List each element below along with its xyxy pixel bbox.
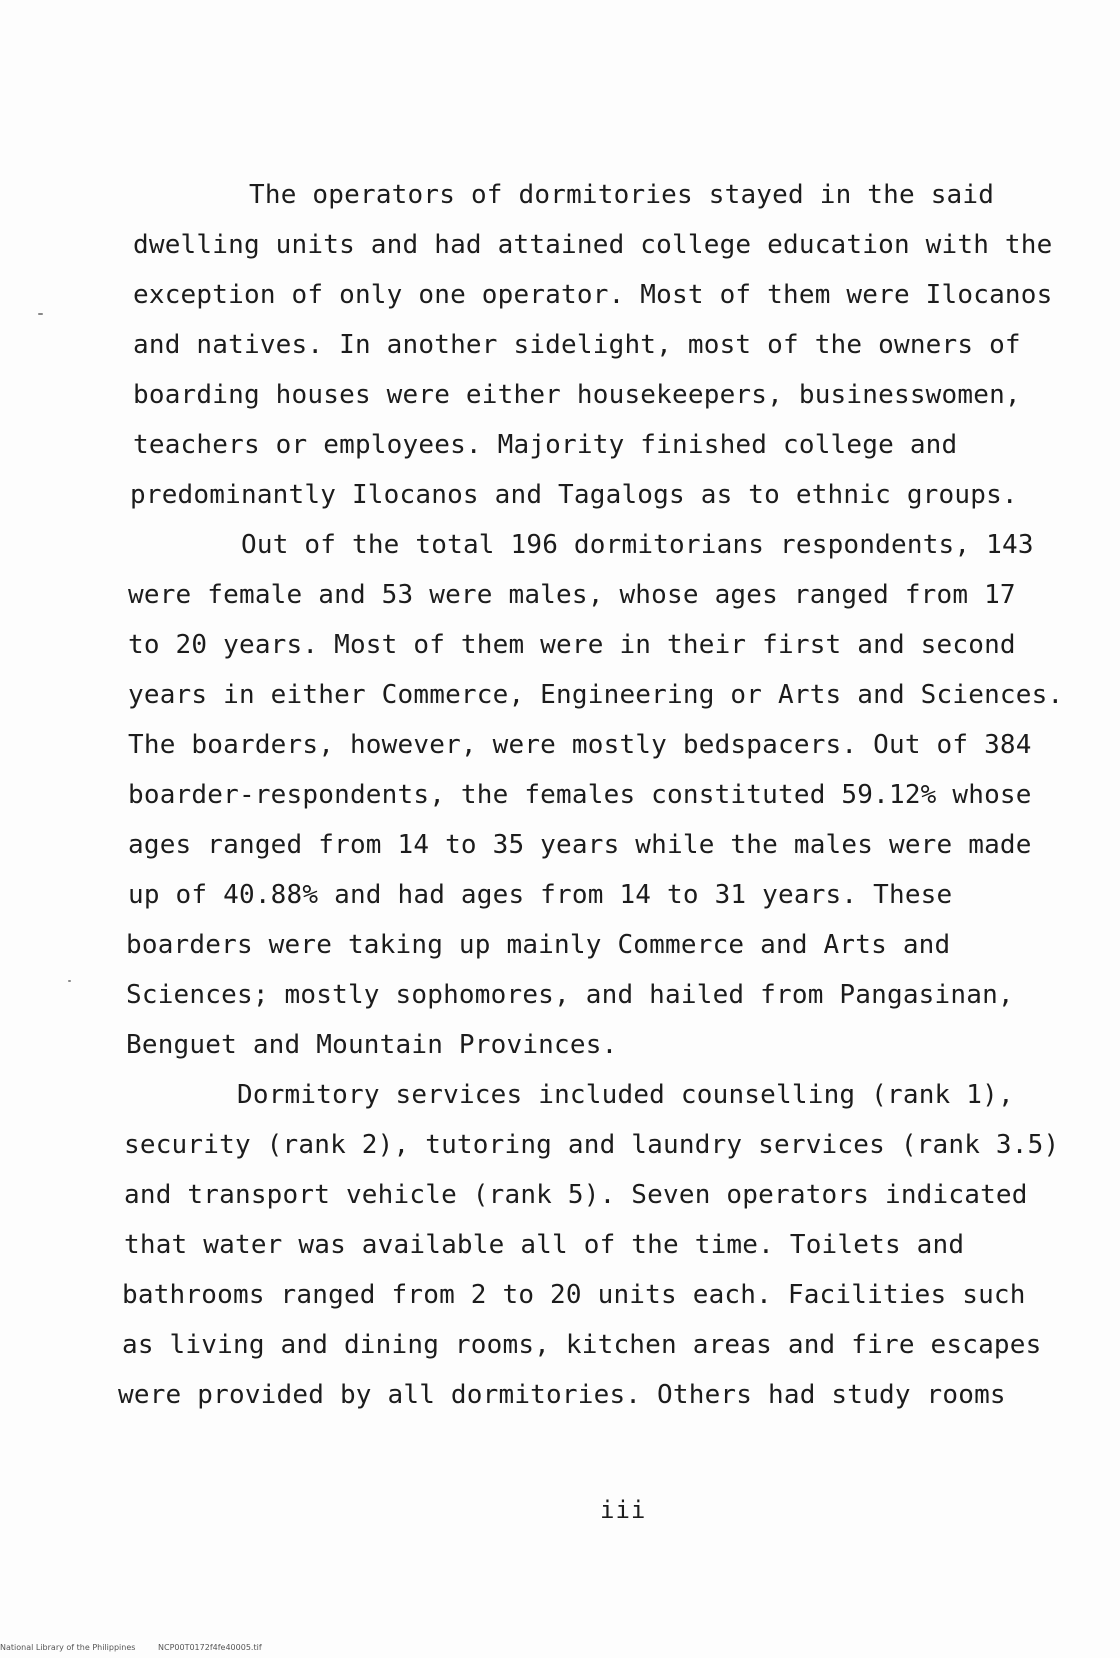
paragraph-2-line-4: years in either Commerce, Engineering or Arts and Sciences. [128,680,1064,710]
paragraph-2-line-3: to 20 years. Most of them were in their first and second [128,630,1016,660]
paragraph-1-line-5: boarding houses were either housekeepers, businesswomen, [133,380,1021,410]
paragraph-3-line-2: security (rank 2), tutoring and laundry services (rank 3.5) [124,1130,1060,1160]
paragraph-3-line-4: that water was available all of the time. Toilets and [124,1230,965,1260]
paragraph-2-line-6: boarder-respondents, the females constituted 59.12% whose [128,780,1032,810]
paragraph-3-line-7: were provided by all dormitories. Others had study rooms [118,1380,1006,1410]
footer-document-id: NCP00T0172f4fe40005.tif [158,1643,262,1652]
paragraph-1-line-4: and natives. In another sidelight, most of the owners of [133,330,1021,360]
paragraph-3-line-3: and transport vehicle (rank 5). Seven operators indicated [124,1180,1028,1210]
page-number: iii [600,1496,647,1524]
paragraph-1-line-2: dwelling units and had attained college education with the [133,230,1053,260]
paragraph-2-line-10: Sciences; mostly sophomores, and hailed from Pangasinan, [126,980,1014,1010]
paragraph-1-line-7: predominantly Ilocanos and Tagalogs as to ethnic groups. [130,480,1018,510]
paragraph-3-line-1: Dormitory services included counselling (rank 1), [237,1080,1014,1110]
footer-library-stamp: National Library of the Philippines [0,1643,136,1652]
paragraph-2-line-8: up of 40.88% and had ages from 14 to 31 years. These [128,880,953,910]
paragraph-2-line-9: boarders were taking up mainly Commerce and Arts and [126,930,951,960]
paragraph-3-line-5: bathrooms ranged from 2 to 20 units each. Facilities such [122,1280,1026,1310]
scan-speck [68,980,71,982]
paragraph-1-line-6: teachers or employees. Majority finished college and [133,430,958,460]
paragraph-2-line-5: The boarders, however, were mostly bedspacers. Out of 384 [128,730,1032,760]
scan-speck [38,313,43,315]
paragraph-1-line-3: exception of only one operator. Most of them were Ilocanos [133,280,1053,310]
paragraph-2-line-2: were female and 53 were males, whose ages ranged from 17 [128,580,1016,610]
paragraph-2-line-7: ages ranged from 14 to 35 years while the males were made [128,830,1032,860]
paragraph-2-line-11: Benguet and Mountain Provinces. [126,1030,618,1060]
paragraph-3-line-6: as living and dining rooms, kitchen areas and fire escapes [122,1330,1042,1360]
paragraph-2-line-1: Out of the total 196 dormitorians respondents, 143 [241,530,1034,560]
paragraph-1-line-1: The operators of dormitories stayed in the said [249,180,995,210]
